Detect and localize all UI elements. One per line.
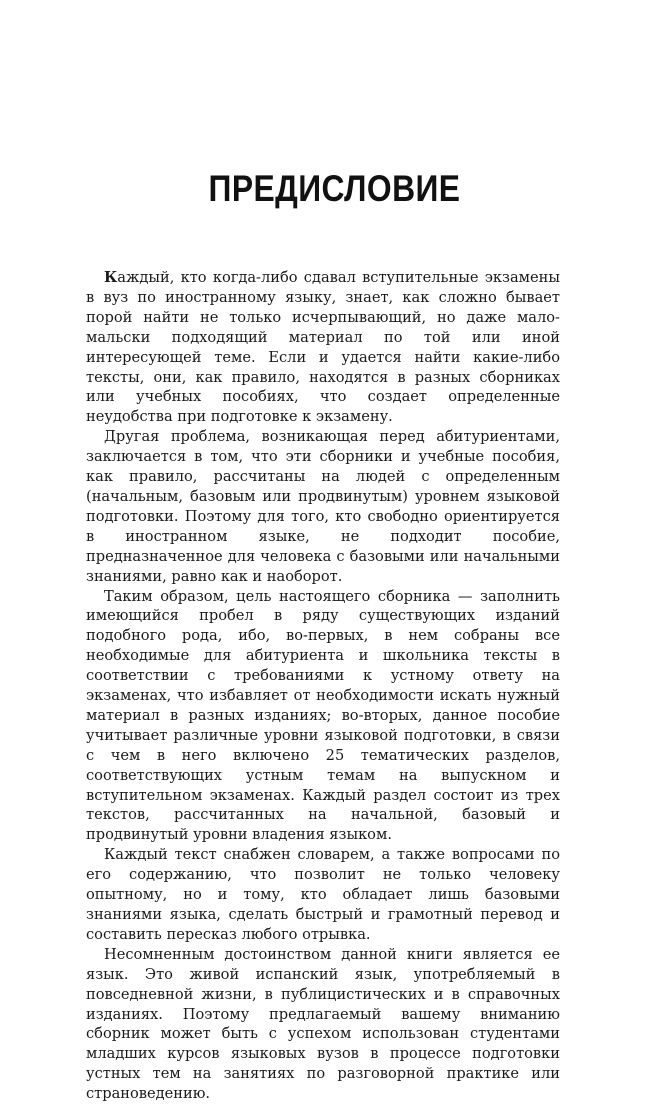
drop-letter: К bbox=[104, 269, 118, 286]
paragraph-5: Несомненным достоинством данной книги является ее язык. Это живой испанский язык, употребляемый в повседневной жизни, в публицистических и в справочных изданиях. Поэтому предлагаемый вашему вниманию сборник может быть с успехом использован студентами младших курсов языковых вузов в процессе подготовки устных тем на занятиях по разговорной практике или страноведению. bbox=[86, 945, 560, 1103]
paragraph-1-text: аждый, кто когда-либо сдавал вступительные экзамены в вуз по иностранному языку, знает, как сложно бывает порой найти не только исчерпывающий, но даже мало-мальски подходящий материал по той или иной интересующей теме. Если и удается найти какие-либо тексты, они, как правило, находятся в разных сборниках или учебных пособиях, что создает определенные неудобства при подготовке к экзамену. bbox=[86, 269, 560, 426]
preface-body bbox=[86, 268, 560, 1104]
paragraph-2: Другая проблема, возникающая перед абитуриентами, заключается в том, что эти сборники и учебные пособия, как правило, рассчитаны на людей с определенным (начальным, базовым или продвинутым) уровнем языковой подготовки. Поэтому для того, кто свободно ориентируется в иностранном языке, не подходит пособие, предназначенное для человека с базовыми или начальными знаниями, равно как и наоборот. bbox=[86, 428, 560, 585]
paragraph-1 bbox=[86, 268, 560, 427]
page-title: ПРЕДИСЛОВИЕ bbox=[208, 168, 461, 209]
paragraph-4: Каждый текст снабжен словарем, а также вопросами по его содержанию, что позволит не только человеку опытному, но и тому, кто обладает лишь базовыми знаниями языка, сделать быстрый и грамотный перевод и составить пересказ любого отрывка. bbox=[86, 846, 560, 943]
paragraph-3: Таким образом, цель настоящего сборника — заполнить имеющийся пробел в ряду существующих изданий подобного рода, ибо, во-первых, в нем собраны все необходимые для абитуриента и школьника тексты в соответствии с требованиями к устному ответу на экзаменах, что избавляет от необходимости искать нужный материал в разных изданиях; во-вторых, данное пособие учитывает различные уровни языковой подготовки, в связи с чем в него включено 25 тематических разделов, соответствующих устным темам на выпускном и вступительном экзаменах. Каждый раздел состоит из трех текстов, рассчитанных на начальной, базовый и продвинутый уровни владения языком. bbox=[86, 587, 560, 844]
